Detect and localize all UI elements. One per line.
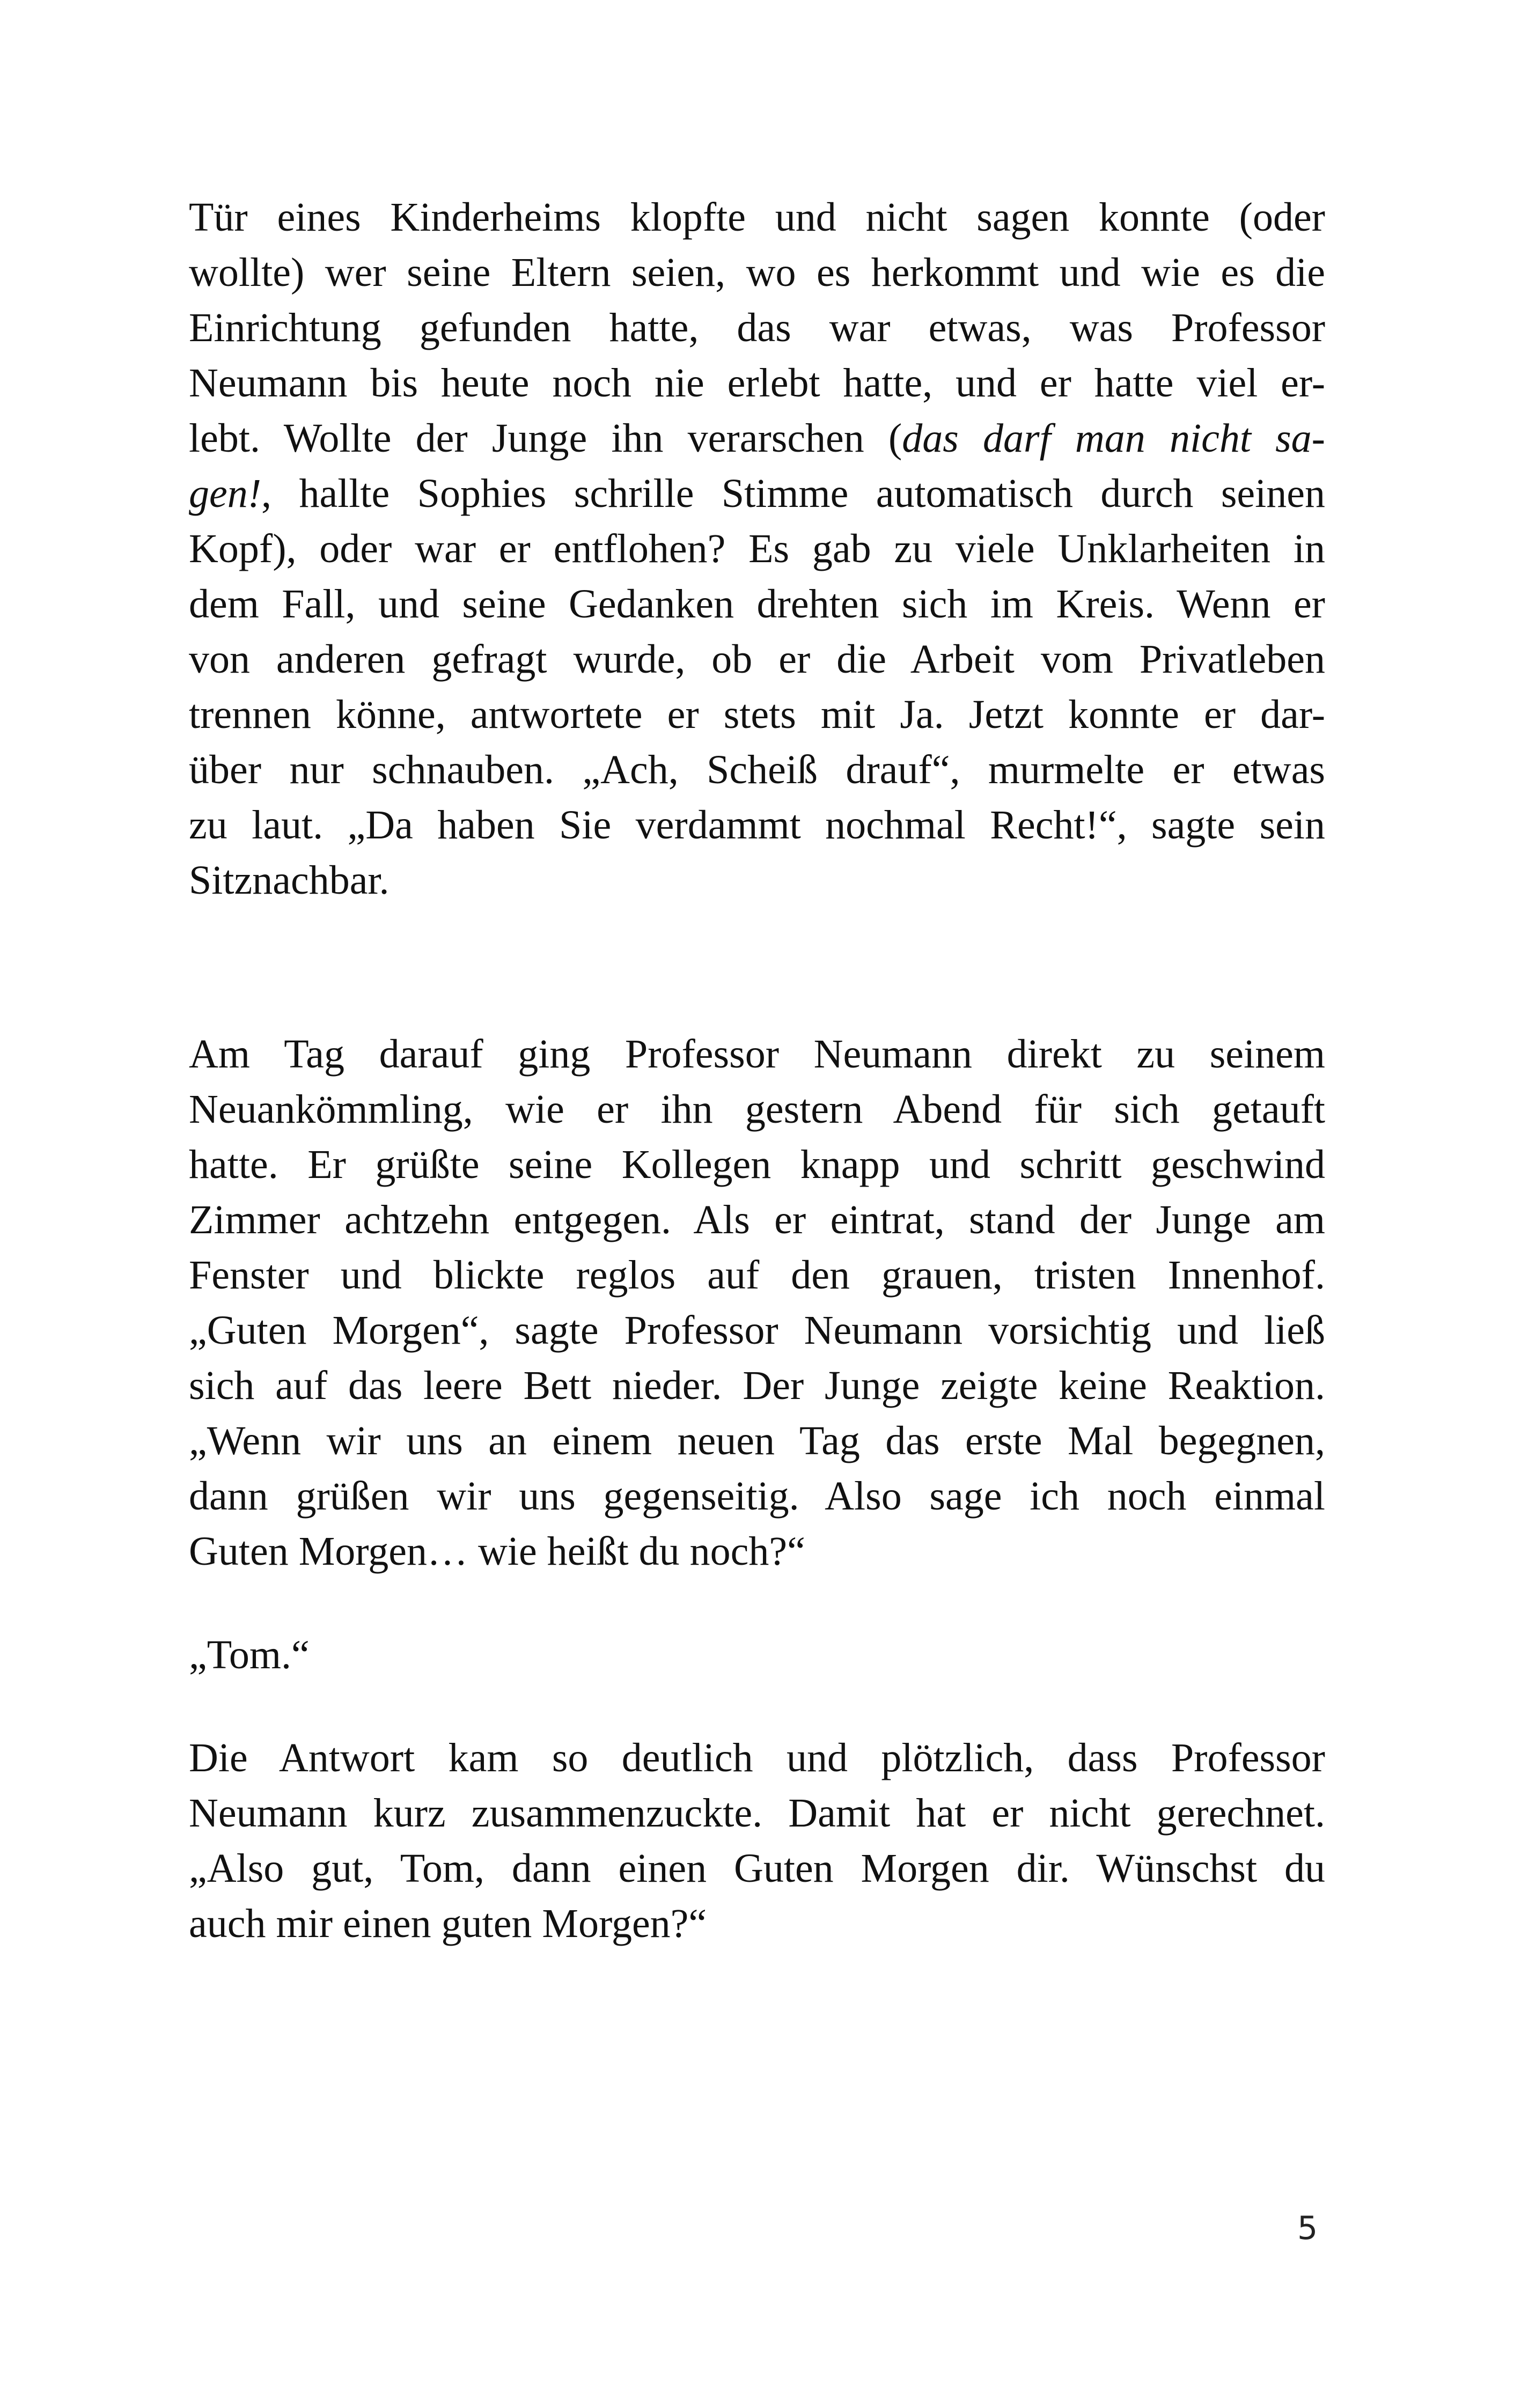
text-line: Sitznachbar. (189, 858, 390, 903)
text-line: „Wenn wir uns an einem neuen Tag das erste Mal begegnen, (189, 1418, 1325, 1463)
page-number: 5 (1297, 2210, 1318, 2247)
text-line: Neuankömmling, wie er ihn gestern Abend für sich getauft (189, 1087, 1325, 1132)
text-line: „Guten Morgen“, sagte Professor Neumann vorsichtig und ließ (189, 1308, 1325, 1353)
text-line: auch mir einen guten Morgen?“ (189, 1901, 707, 1946)
paragraph (189, 1027, 1325, 1579)
text-line: „Also gut, Tom, dann einen Guten Morgen dir. Wünschst du (189, 1846, 1325, 1891)
text-run: , hallte Sophies schrille Stimme automatisch durch seinen (261, 471, 1325, 516)
text-line (189, 411, 1325, 466)
text-line: Fenster und blickte reglos auf den grauen, tristen Innenhof. (189, 1253, 1325, 1298)
text-line: wollte) wer seine Eltern seien, wo es herkommt und wie es die (189, 250, 1325, 295)
text-line (189, 466, 1325, 521)
text-line: Zimmer achtzehn entgegen. Als er eintrat, stand der Junge am (189, 1197, 1325, 1242)
text-line: zu laut. „Da haben Sie verdammt nochmal Recht!“, sagte sein (189, 802, 1325, 848)
text-line: Neumann bis heute noch nie erlebt hatte, und er hatte viel er- (189, 360, 1325, 406)
paragraph (189, 1730, 1325, 1952)
text-line: Tür eines Kinderheims klopfte und nicht sagen konnte (oder (189, 195, 1325, 240)
text-line: Am Tag darauf ging Professor Neumann direkt zu seinem (189, 1032, 1325, 1077)
italic-text-run: gen! (189, 471, 262, 516)
text-line: „Tom.“ (189, 1632, 310, 1677)
text-line: sich auf das leere Bett nieder. Der Junge zeigte keine Reaktion. (189, 1363, 1325, 1408)
text-run: lebt. Wollte der Junge ihn verarschen ( (189, 416, 902, 461)
text-line: Einrichtung gefunden hatte, das war etwas, was Professor (189, 305, 1325, 350)
text-line: trennen könne, antwortete er stets mit Ja. Jetzt konnte er dar- (189, 692, 1325, 737)
text-line: Guten Morgen… wie heißt du noch?“ (189, 1529, 805, 1574)
text-line: Neumann kurz zusammenzuckte. Damit hat er nicht gerechnet. (189, 1791, 1325, 1836)
text-line: hatte. Er grüßte seine Kollegen knapp und schritt geschwind (189, 1142, 1325, 1187)
text-line: Die Antwort kam so deutlich und plötzlich, dass Professor (189, 1735, 1325, 1780)
paragraph (189, 1628, 1325, 1683)
text-line: dem Fall, und seine Gedanken drehten sich im Kreis. Wenn er (189, 581, 1325, 627)
text-line: dann grüßen wir uns gegenseitig. Also sage ich noch einmal (189, 1474, 1325, 1519)
text-line: von anderen gefragt wurde, ob er die Arbeit vom Privatleben (189, 637, 1325, 682)
paragraph (189, 190, 1325, 908)
italic-text-run: das darf man nicht sa- (902, 416, 1325, 461)
text-line: Kopf), oder war er entflohen? Es gab zu viele Unklarheiten in (189, 526, 1325, 571)
text-line: über nur schnauben. „Ach, Scheiß drauf“, murmelte er etwas (189, 747, 1325, 792)
